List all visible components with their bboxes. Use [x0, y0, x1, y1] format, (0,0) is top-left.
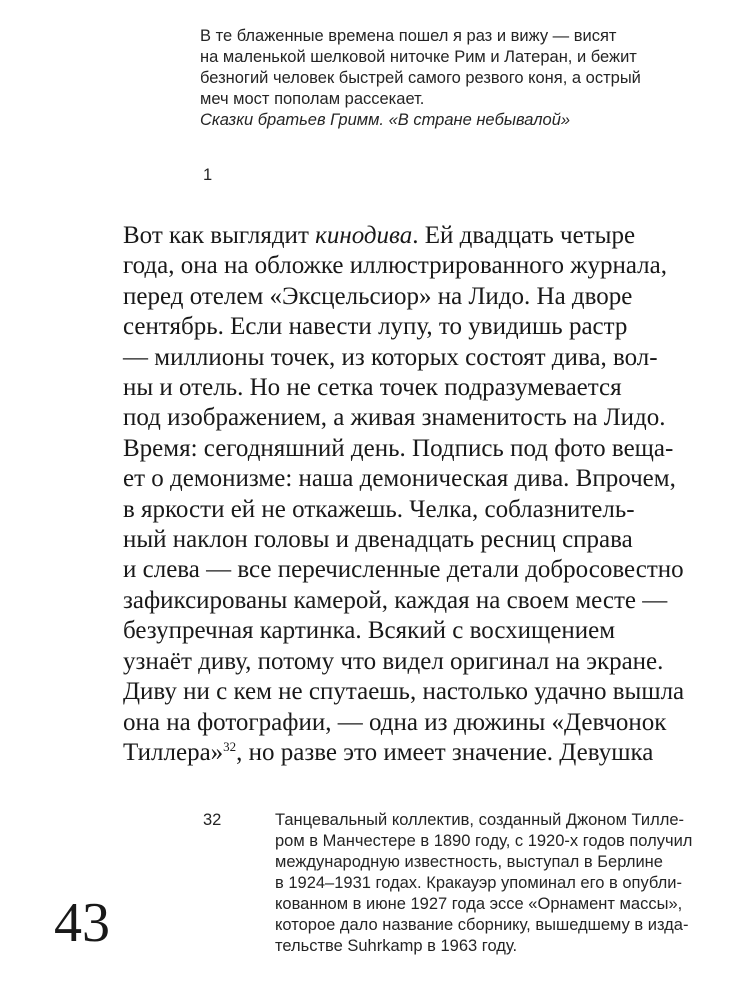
- body-line-text: . Ей двадцать четыре: [412, 222, 636, 249]
- epigraph-line: В те блаженные времена пошел я раз и вижу — висят: [200, 27, 617, 45]
- epigraph-line: на маленькой шелковой ниточке Рим и Латеран, и бежит: [200, 47, 637, 66]
- body-line: [123, 738, 738, 768]
- body-line: ет о демонизме: наша демоническая дива. Впрочем,: [123, 465, 676, 493]
- epigraph-attribution: Сказки братьев Гримм. «В стране небывалой»: [200, 110, 571, 129]
- body-line: перед отелем «Эксцельсиор» на Лидо. На дворе: [123, 282, 633, 310]
- epigraph-line: безногий человек быстрей самого резвого коня, а острый: [200, 68, 641, 87]
- footnote-line: Танцевальный коллектив, созданный Джоном Тилле-: [275, 811, 685, 829]
- body-line-text: , но разве это имеет значение. Девушка: [236, 738, 654, 766]
- footnote-line: международную известность, выступал в Берлине: [275, 853, 663, 871]
- footnote-line: которое дало название сборнику, вышедшему в изда-: [275, 916, 689, 934]
- body-line: зафиксированы камерой, каждая на своем месте —: [123, 586, 668, 614]
- body-line: Диву ни с кем не спутаешь, настолько удачно вышла: [123, 678, 685, 706]
- page-number: 43: [54, 892, 110, 954]
- body-line: года, она на обложке иллюстрированного журнала,: [123, 252, 667, 280]
- body-line-text: Тиллера»: [123, 738, 224, 766]
- footnote-line: кованном в июне 1927 года эссе «Орнамент массы»,: [275, 895, 683, 913]
- body-line: — миллионы точек, из которых состоят дива, вол-: [123, 343, 658, 371]
- body-emphasis: кинодива: [315, 222, 413, 249]
- body-line: сентябрь. Если навести лупу, то увидишь растр: [123, 313, 628, 341]
- footnote-line: тельстве Suhrkamp в 1963 году.: [275, 937, 518, 955]
- body-line: [123, 221, 738, 251]
- body-line: безупречная картинка. Всякий с восхищением: [123, 617, 616, 645]
- body-line: ны и отель. Но не сетка точек подразумевается: [123, 374, 622, 402]
- footnote-line: в 1924–1931 годах. Кракауэр упоминал его в опубли-: [275, 874, 682, 892]
- body-line: узнаёт диву, потому что видел оригинал на экране.: [123, 647, 664, 675]
- body-line: Время: сегодняшний день. Подпись под фото веща-: [123, 434, 674, 462]
- epigraph: [200, 26, 730, 131]
- body-paragraph: [123, 221, 738, 768]
- body-line-text: Вот как выглядит: [123, 222, 316, 249]
- body-line: ный наклон головы и двенадцать ресниц справа: [123, 526, 633, 554]
- epigraph-line: меч мост пополам рассекает.: [200, 89, 425, 108]
- body-line: в яркости ей не откажешь. Челка, соблазнитель-: [123, 495, 635, 523]
- body-line: она на фотографии, — одна из дюжины «Девчонок: [123, 708, 667, 736]
- footnote-text: [275, 810, 725, 957]
- footnote-reference: 32: [223, 738, 237, 754]
- body-line: и слева — все перечисленные детали добросовестно: [123, 556, 684, 584]
- footnote-number: 32: [203, 811, 222, 829]
- body-line: под изображением, а живая знаменитость на Лидо.: [123, 404, 666, 432]
- section-number: 1: [203, 166, 213, 184]
- footnote-line: ром в Манчестере в 1890 году, с 1920-х годов получил: [275, 832, 693, 850]
